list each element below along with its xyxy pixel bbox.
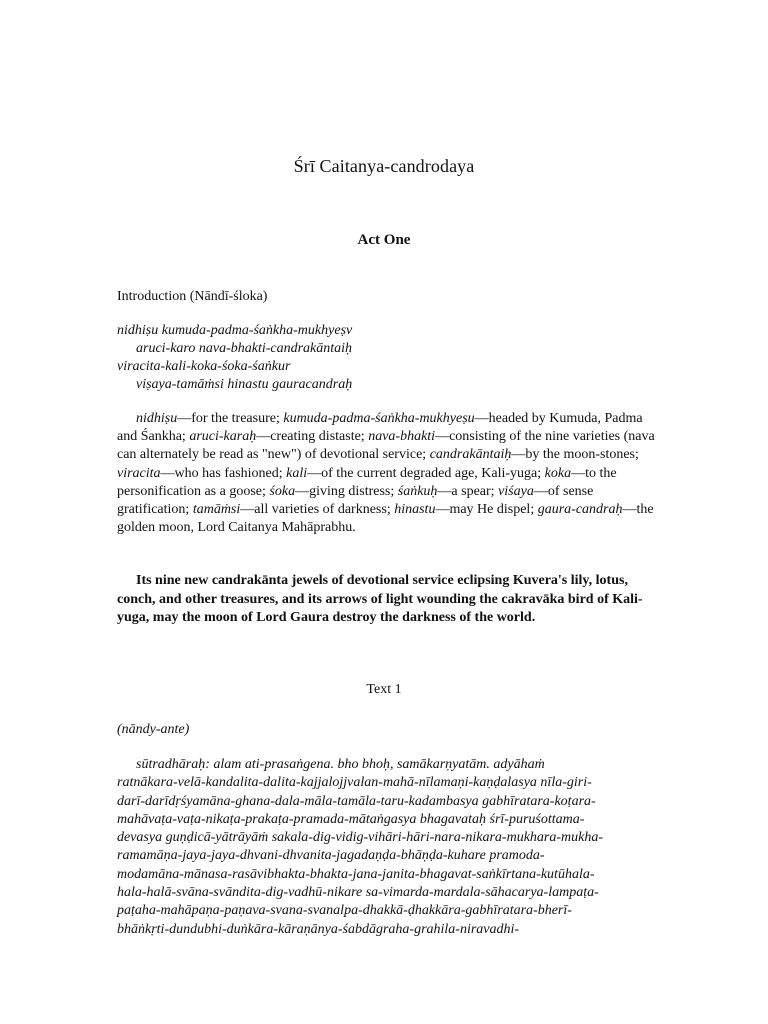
word-meaning: —the golden moon, Lord Caitanya Mahāprabhu.: [117, 502, 654, 536]
verse-line: nidhiṣu kumuda-padma-śaṅkha-mukhyeṣv: [117, 323, 353, 338]
act-heading: Act One: [357, 232, 411, 248]
word-term: candrakāntaiḥ: [429, 447, 512, 463]
word-meaning: —may He dispel;: [435, 502, 538, 518]
word-meaning: —consisting of the nine varieties (nava can alternately be read as "new") of devotional service;: [117, 429, 655, 463]
word-meanings: [117, 410, 657, 537]
transliteration-line: paṭaha-mahāpaṇa-paṇava-svana-svanalpa-dhakkā-ḍhakkāra-gabhīratara-bherī-: [117, 903, 572, 919]
verse-block: [117, 322, 352, 394]
word-meaning: —who has fashioned;: [160, 465, 287, 481]
verse-line: viṣaya-tamāṁsi hinastu gauracandraḥ: [136, 377, 353, 392]
word-term: gaura-candraḥ: [537, 502, 623, 518]
transliteration-line: hala-halā-svāna-svāndita-dig-vadhū-nikare sa-vimarda-mardala-sāhacarya-lampaṭa-: [117, 885, 599, 901]
word-term: śoka: [269, 483, 296, 499]
stage-direction: (nāndy-ante): [117, 722, 190, 737]
word-term: viśaya: [498, 483, 534, 499]
page-title: Śrī Caitanya-candrodaya: [293, 156, 475, 176]
intro-heading: Introduction (Nāndī-śloka): [117, 289, 268, 304]
word-meaning: —to the personification as a goose;: [117, 465, 617, 499]
translation: [117, 572, 657, 628]
word-term: kali: [286, 465, 308, 481]
word-meaning: —for the treasure;: [177, 411, 284, 426]
word-meaning: —all varieties of darkness;: [240, 502, 395, 518]
transliteration-line: bhāṅkṛti-dundubhi-duṅkāra-kāraṇānya-śabdāgraha-grahila-niravadhi-: [117, 921, 520, 937]
transliteration-line: sūtradhāraḥ: alam ati-prasaṅgena. bho bhoḥ, samākarṇyatām. adyāhaṁ: [136, 757, 545, 772]
word-meaning: —a spear;: [437, 483, 499, 499]
transliteration-line: mahāvaṭa-vaṭa-nikaṭa-prakaṭa-pramada-mātaṅgasya bhagavataḥ śrī-puruśottama-: [117, 811, 585, 827]
word-term: nava-bhakti: [368, 429, 436, 445]
translation-paragraph: Its nine new candrakānta jewels of devotional service eclipsing Kuvera's lily, lotus, conch, and other treasures, and its arrows of light wounding the cakravāka bird of Kali-yuga, may the moon of Lord Gaura destroy the darkness of the world.: [117, 573, 643, 625]
verse-line: aruci-karo nava-bhakti-candrakāntaiḥ: [136, 341, 353, 356]
word-term: tamāṁsi: [192, 502, 241, 518]
transliteration-line: ratnākara-velā-kandalita-dalita-kajjalojjvalan-mahā-nīlamaṇi-kaṇḍalasya nīla-giri-: [117, 775, 592, 791]
word-term: nidhiṣu: [136, 411, 178, 426]
word-term: aruci-karaḥ: [189, 429, 257, 445]
transliteration-line: modamāna-mānasa-rasāvibhakta-bhakta-jana-janita-bhagavat-saṅkīrtana-kutūhala-: [117, 866, 595, 882]
transliteration-line: devasya guṇḍicā-yātrāyāṁ sakala-dig-vidig-vihāri-hāri-nara-nikara-mukhara-mukha-: [117, 830, 604, 846]
word-meaning: —giving distress;: [295, 483, 398, 499]
word-term: hinastu: [394, 502, 436, 518]
word-meaning: —headed by Kumuda, Padma and Śankha;: [117, 411, 643, 445]
word-term: śaṅkuḥ: [397, 483, 438, 499]
verse-line: viracita-kali-koka-śoka-śaṅkur: [117, 359, 291, 374]
word-term: koka: [544, 465, 572, 481]
word-meaning: —of sense gratification;: [117, 483, 594, 518]
word-meaning: —of the current degraded age, Kali-yuga;: [307, 465, 545, 481]
transliteration-line: darī-darīdṛśyamāna-ghana-dala-māla-tamāla-taru-kadambasya gabhīratara-koṭara-: [117, 793, 596, 809]
transliteration-line: ramamāṇa-jaya-jaya-dhvani-dhvanita-jagadaṇḍa-bhāṇḍa-kuhare pramoda-: [117, 848, 545, 864]
transliteration-block: [117, 756, 662, 939]
text-number-heading: Text 1: [366, 682, 402, 697]
word-meaning: —by the moon-stones;: [511, 447, 639, 463]
word-meaning: —creating distaste;: [256, 429, 369, 445]
word-meanings-paragraph: [117, 410, 657, 537]
word-term: kumuda-padma-śaṅkha-mukhyeṣu: [283, 411, 475, 426]
word-term: viracita: [117, 465, 161, 481]
